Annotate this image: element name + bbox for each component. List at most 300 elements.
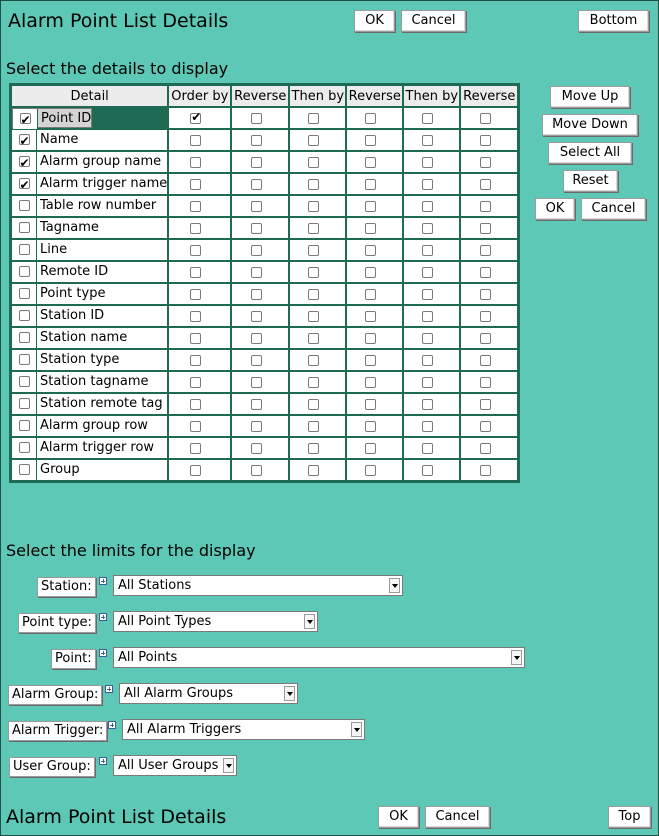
- sort-checkbox[interactable]: [190, 465, 201, 476]
- reset-button[interactable]: Reset: [563, 170, 618, 192]
- detail-name-cell[interactable]: [12, 262, 167, 282]
- sort-checkbox[interactable]: [308, 179, 319, 190]
- sort-checkbox[interactable]: [422, 267, 433, 278]
- sort-cell: [232, 438, 288, 458]
- sort-cell: [347, 130, 402, 150]
- detail-checkbox[interactable]: [19, 156, 30, 167]
- sort-cell: [232, 152, 288, 172]
- sort-cell: [347, 394, 402, 414]
- station-label[interactable]: Station:: [37, 577, 96, 597]
- sort-checkbox[interactable]: [480, 135, 491, 146]
- sort-cell: [461, 152, 517, 172]
- column-header-then-by-2: Then by: [404, 86, 459, 106]
- sort-cell: [347, 108, 402, 128]
- sort-checkbox[interactable]: [480, 223, 491, 234]
- sort-checkbox[interactable]: [308, 311, 319, 322]
- sort-cell: [232, 218, 288, 238]
- detail-checkbox[interactable]: [20, 113, 31, 124]
- sort-cell: [461, 328, 517, 348]
- sort-checkbox[interactable]: [308, 201, 319, 212]
- sort-checkbox[interactable]: [480, 157, 491, 168]
- sort-cell: [290, 460, 345, 480]
- footer-title: Alarm Point List Details: [6, 806, 227, 828]
- side-cancel-button[interactable]: Cancel: [581, 198, 646, 220]
- sort-checkbox[interactable]: [365, 311, 376, 322]
- detail-row: [12, 174, 517, 194]
- sort-checkbox[interactable]: [422, 421, 433, 432]
- sort-checkbox[interactable]: [480, 179, 491, 190]
- sort-checkbox[interactable]: [308, 421, 319, 432]
- sort-checkbox[interactable]: [365, 443, 376, 454]
- sort-cell: [169, 372, 230, 392]
- detail-checkbox[interactable]: [19, 134, 30, 145]
- station-expand-icon[interactable]: [99, 577, 107, 585]
- sort-cell: [232, 460, 288, 480]
- sort-checkbox[interactable]: [480, 201, 491, 212]
- detail-name-cell[interactable]: [12, 328, 167, 348]
- sort-cell: [347, 328, 402, 348]
- sort-checkbox[interactable]: [251, 135, 262, 146]
- sort-cell: [461, 460, 517, 480]
- top-ok-button[interactable]: OK: [354, 10, 395, 32]
- sort-cell: [290, 196, 345, 216]
- point-expand-icon[interactable]: [99, 649, 107, 657]
- sort-cell: [347, 174, 402, 194]
- sort-checkbox[interactable]: [422, 333, 433, 344]
- sort-cell: [461, 284, 517, 304]
- sort-cell: [290, 130, 345, 150]
- sort-cell: [232, 284, 288, 304]
- sort-cell: [347, 372, 402, 392]
- detail-name-cell[interactable]: [12, 438, 167, 458]
- sort-checkbox[interactable]: [251, 267, 262, 278]
- sort-cell: [404, 284, 459, 304]
- sort-checkbox[interactable]: [190, 157, 201, 168]
- sort-cell: [461, 240, 517, 260]
- details-table: [9, 83, 520, 483]
- detail-label: Alarm group name: [40, 154, 162, 169]
- alarm-trigger-select-value: All Alarm Triggers: [127, 722, 242, 737]
- sort-checkbox[interactable]: [480, 113, 491, 124]
- point-label[interactable]: Point:: [51, 649, 96, 669]
- sort-cell: [347, 350, 402, 370]
- sort-checkbox[interactable]: [190, 421, 201, 432]
- sort-cell: [169, 174, 230, 194]
- sort-cell: [232, 240, 288, 260]
- detail-label: Station type: [40, 352, 120, 367]
- sort-checkbox[interactable]: [251, 179, 262, 190]
- detail-checkbox[interactable]: [19, 288, 30, 299]
- sort-checkbox[interactable]: [365, 179, 376, 190]
- sort-cell: [404, 174, 459, 194]
- detail-checkbox[interactable]: [19, 376, 30, 387]
- sort-cell: [290, 108, 345, 128]
- select-all-button[interactable]: Select All: [548, 142, 632, 164]
- footer-cancel-button[interactable]: Cancel: [425, 806, 490, 828]
- alarm-group-select[interactable]: [119, 683, 298, 704]
- sort-checkbox[interactable]: [422, 179, 433, 190]
- detail-name-cell[interactable]: [12, 240, 167, 260]
- sort-cell: [290, 262, 345, 282]
- sort-checkbox[interactable]: [251, 223, 262, 234]
- detail-checkbox[interactable]: [19, 266, 30, 277]
- sort-cell: [347, 152, 402, 172]
- column-header-reverse-1: Reverse: [232, 86, 288, 106]
- sort-cell: [169, 438, 230, 458]
- sort-checkbox[interactable]: [251, 245, 262, 256]
- alarm-trigger-label[interactable]: Alarm Trigger:: [8, 721, 107, 741]
- detail-label: Remote ID: [40, 264, 109, 279]
- sort-cell: [232, 416, 288, 436]
- sort-checkbox[interactable]: [251, 443, 262, 454]
- sort-cell: [169, 394, 230, 414]
- sort-cell: [347, 416, 402, 436]
- detail-checkbox[interactable]: [19, 398, 30, 409]
- sort-cell: [461, 372, 517, 392]
- user-group-expand-icon[interactable]: [99, 757, 107, 765]
- detail-name-cell[interactable]: [12, 152, 167, 172]
- sort-cell: [404, 196, 459, 216]
- sort-cell: [347, 284, 402, 304]
- sort-cell: [347, 438, 402, 458]
- column-header-reverse-2: Reverse: [347, 86, 402, 106]
- sort-checkbox[interactable]: [422, 377, 433, 388]
- sort-checkbox[interactable]: [308, 289, 319, 300]
- column-header-order-by: Order by: [169, 86, 230, 106]
- sort-checkbox[interactable]: [251, 333, 262, 344]
- point-type-label[interactable]: Point type:: [18, 613, 96, 633]
- sort-checkbox[interactable]: [251, 465, 262, 476]
- sort-checkbox[interactable]: [365, 245, 376, 256]
- sort-cell: [169, 262, 230, 282]
- alarm-group-expand-icon[interactable]: [105, 685, 113, 693]
- sort-cell: [404, 306, 459, 326]
- sort-checkbox[interactable]: [480, 399, 491, 410]
- sort-cell: [404, 108, 459, 128]
- detail-name-cell[interactable]: [12, 372, 167, 392]
- sort-checkbox[interactable]: [308, 355, 319, 366]
- side-ok-button[interactable]: OK: [535, 198, 575, 220]
- dropdown-arrow-icon: [511, 650, 522, 665]
- sort-checkbox[interactable]: [365, 355, 376, 366]
- sort-cell: [290, 350, 345, 370]
- sort-checkbox[interactable]: [308, 245, 319, 256]
- user-group-select[interactable]: [113, 755, 237, 776]
- sort-checkbox[interactable]: [365, 289, 376, 300]
- sort-checkbox[interactable]: [251, 113, 262, 124]
- sort-checkbox[interactable]: [251, 355, 262, 366]
- sort-checkbox[interactable]: [190, 113, 201, 124]
- sort-cell: [404, 372, 459, 392]
- sort-cell: [347, 218, 402, 238]
- sort-checkbox[interactable]: [190, 399, 201, 410]
- sort-cell: [290, 306, 345, 326]
- user-group-select-value: All User Groups: [118, 758, 219, 773]
- dropdown-arrow-icon: [284, 686, 295, 701]
- detail-label: Station remote tag: [40, 396, 163, 411]
- sort-cell: [232, 394, 288, 414]
- point-select-value: All Points: [118, 650, 178, 665]
- sort-checkbox[interactable]: [251, 201, 262, 212]
- sort-cell: [290, 328, 345, 348]
- sort-checkbox[interactable]: [422, 157, 433, 168]
- sort-checkbox[interactable]: [480, 311, 491, 322]
- detail-checkbox[interactable]: [19, 354, 30, 365]
- sort-checkbox[interactable]: [190, 201, 201, 212]
- detail-name-cell[interactable]: [12, 460, 167, 480]
- details-header-row: [12, 86, 517, 106]
- detail-name-cell[interactable]: [12, 284, 167, 304]
- detail-name-cell[interactable]: [12, 196, 167, 216]
- sort-checkbox[interactable]: [190, 311, 201, 322]
- sort-checkbox[interactable]: [190, 267, 201, 278]
- station-select-value: All Stations: [118, 578, 192, 593]
- sort-checkbox[interactable]: [365, 223, 376, 234]
- sort-checkbox[interactable]: [190, 245, 201, 256]
- detail-row: [12, 152, 517, 172]
- detail-name-cell[interactable]: [12, 108, 92, 128]
- sort-cell: [404, 416, 459, 436]
- sort-checkbox[interactable]: [308, 223, 319, 234]
- sort-checkbox[interactable]: [365, 465, 376, 476]
- sort-checkbox[interactable]: [308, 113, 319, 124]
- detail-row: [12, 306, 517, 326]
- detail-checkbox[interactable]: [19, 178, 30, 189]
- sort-checkbox[interactable]: [190, 443, 201, 454]
- sort-cell: [232, 306, 288, 326]
- sort-checkbox[interactable]: [308, 333, 319, 344]
- sort-checkbox[interactable]: [190, 355, 201, 366]
- detail-row: [12, 284, 517, 304]
- dropdown-arrow-icon: [351, 722, 362, 737]
- detail-checkbox[interactable]: [19, 310, 30, 321]
- sort-cell: [404, 438, 459, 458]
- sort-cell: [169, 196, 230, 216]
- alarm-group-label[interactable]: Alarm Group:: [8, 685, 102, 705]
- top-cancel-button[interactable]: Cancel: [401, 10, 466, 32]
- sort-checkbox[interactable]: [251, 289, 262, 300]
- sort-cell: [404, 350, 459, 370]
- sort-checkbox[interactable]: [365, 113, 376, 124]
- sort-checkbox[interactable]: [480, 355, 491, 366]
- point-select[interactable]: [113, 647, 525, 668]
- detail-checkbox[interactable]: [19, 442, 30, 453]
- sort-checkbox[interactable]: [480, 443, 491, 454]
- sort-checkbox[interactable]: [422, 201, 433, 212]
- detail-name-cell[interactable]: [12, 130, 167, 150]
- top-button[interactable]: Top: [608, 806, 651, 828]
- limits-heading: Select the limits for the display: [6, 541, 256, 560]
- sort-cell: [232, 372, 288, 392]
- move-up-button[interactable]: Move Up: [550, 86, 630, 108]
- sort-checkbox[interactable]: [308, 135, 319, 146]
- sort-cell: [169, 108, 230, 128]
- detail-checkbox[interactable]: [19, 332, 30, 343]
- sort-checkbox[interactable]: [190, 377, 201, 388]
- alarm-trigger-expand-icon[interactable]: [108, 721, 116, 729]
- sort-cell: [169, 460, 230, 480]
- sort-cell: [461, 196, 517, 216]
- sort-checkbox[interactable]: [480, 289, 491, 300]
- sort-cell: [169, 152, 230, 172]
- sort-cell: [404, 218, 459, 238]
- detail-label: Group: [40, 462, 80, 477]
- sort-checkbox[interactable]: [365, 377, 376, 388]
- sort-cell: [461, 130, 517, 150]
- detail-name-cell[interactable]: [12, 174, 167, 194]
- detail-row: [12, 108, 517, 128]
- sort-cell: [347, 262, 402, 282]
- sort-cell: [169, 328, 230, 348]
- sort-cell: [232, 262, 288, 282]
- sort-cell: [404, 240, 459, 260]
- sort-checkbox[interactable]: [251, 311, 262, 322]
- alarm-group-select-value: All Alarm Groups: [124, 686, 233, 701]
- sort-checkbox[interactable]: [365, 157, 376, 168]
- sort-checkbox[interactable]: [480, 267, 491, 278]
- detail-checkbox[interactable]: [19, 222, 30, 233]
- sort-cell: [290, 240, 345, 260]
- sort-checkbox[interactable]: [480, 333, 491, 344]
- sort-checkbox[interactable]: [251, 421, 262, 432]
- alarm-trigger-select[interactable]: [122, 719, 365, 740]
- sort-checkbox[interactable]: [422, 289, 433, 300]
- sort-checkbox[interactable]: [365, 333, 376, 344]
- sort-cell: [347, 306, 402, 326]
- dropdown-arrow-icon: [304, 614, 315, 629]
- detail-label: Alarm trigger name: [40, 176, 168, 191]
- detail-name-cell[interactable]: [12, 218, 167, 238]
- sort-cell: [232, 350, 288, 370]
- footer-ok-button[interactable]: OK: [378, 806, 419, 828]
- detail-name-cell[interactable]: [12, 416, 167, 436]
- sort-cell: [232, 174, 288, 194]
- sort-cell: [347, 196, 402, 216]
- sort-checkbox[interactable]: [308, 465, 319, 476]
- sort-checkbox[interactable]: [308, 399, 319, 410]
- sort-checkbox[interactable]: [365, 201, 376, 212]
- sort-checkbox[interactable]: [480, 377, 491, 388]
- sort-checkbox[interactable]: [422, 245, 433, 256]
- sort-cell: [461, 262, 517, 282]
- sort-cell: [169, 130, 230, 150]
- sort-cell: [290, 174, 345, 194]
- move-down-button[interactable]: Move Down: [542, 114, 638, 136]
- point-type-select-value: All Point Types: [118, 614, 212, 629]
- sort-checkbox[interactable]: [422, 355, 433, 366]
- detail-row: [12, 438, 517, 458]
- sort-checkbox[interactable]: [190, 289, 201, 300]
- sort-cell: [232, 328, 288, 348]
- dropdown-arrow-icon: [389, 578, 400, 593]
- sort-checkbox[interactable]: [308, 157, 319, 168]
- sort-cell: [290, 152, 345, 172]
- detail-row: [12, 218, 517, 238]
- detail-label: Alarm trigger row: [40, 440, 155, 455]
- sort-checkbox[interactable]: [422, 399, 433, 410]
- sort-checkbox[interactable]: [422, 311, 433, 322]
- sort-cell: [169, 306, 230, 326]
- column-header-then-by-1: Then by: [290, 86, 345, 106]
- sort-checkbox[interactable]: [190, 333, 201, 344]
- sort-checkbox[interactable]: [422, 443, 433, 454]
- details-heading: Select the details to display: [6, 59, 229, 78]
- sort-cell: [461, 350, 517, 370]
- user-group-label[interactable]: User Group:: [9, 757, 95, 777]
- sort-cell: [404, 328, 459, 348]
- point-type-select[interactable]: [113, 611, 318, 632]
- detail-checkbox[interactable]: [19, 420, 30, 431]
- sort-checkbox[interactable]: [480, 421, 491, 432]
- sort-checkbox[interactable]: [480, 245, 491, 256]
- detail-label: Name: [40, 132, 79, 147]
- detail-label: Station tagname: [40, 374, 149, 389]
- point-type-expand-icon[interactable]: [99, 613, 107, 621]
- sort-cell: [347, 240, 402, 260]
- sort-checkbox[interactable]: [480, 465, 491, 476]
- sort-checkbox[interactable]: [190, 223, 201, 234]
- sort-checkbox[interactable]: [308, 267, 319, 278]
- sort-checkbox[interactable]: [251, 377, 262, 388]
- sort-checkbox[interactable]: [422, 223, 433, 234]
- sort-cell: [461, 438, 517, 458]
- sort-cell: [290, 284, 345, 304]
- sort-checkbox[interactable]: [365, 421, 376, 432]
- sort-checkbox[interactable]: [422, 465, 433, 476]
- detail-row: [12, 262, 517, 282]
- detail-label: Point type: [40, 286, 106, 301]
- sort-checkbox[interactable]: [365, 267, 376, 278]
- detail-checkbox[interactable]: [19, 464, 30, 475]
- sort-checkbox[interactable]: [190, 179, 201, 190]
- detail-label: Station ID: [40, 308, 105, 323]
- sort-cell: [169, 284, 230, 304]
- sort-cell: [461, 218, 517, 238]
- detail-name-cell[interactable]: [12, 350, 167, 370]
- sort-cell: [461, 306, 517, 326]
- sort-cell: [461, 394, 517, 414]
- sort-checkbox[interactable]: [190, 135, 201, 146]
- detail-row: [12, 130, 517, 150]
- sort-cell: [461, 174, 517, 194]
- sort-checkbox[interactable]: [308, 443, 319, 454]
- sort-cell: [290, 372, 345, 392]
- sort-checkbox[interactable]: [365, 135, 376, 146]
- sort-checkbox[interactable]: [251, 399, 262, 410]
- sort-checkbox[interactable]: [365, 399, 376, 410]
- bottom-button[interactable]: Bottom: [578, 10, 649, 32]
- detail-row: [12, 240, 517, 260]
- detail-checkbox[interactable]: [19, 244, 30, 255]
- column-header-reverse-3: Reverse: [461, 86, 517, 106]
- detail-name-cell[interactable]: [12, 394, 167, 414]
- sort-checkbox[interactable]: [308, 377, 319, 388]
- detail-checkbox[interactable]: [19, 200, 30, 211]
- detail-name-cell[interactable]: [12, 306, 167, 326]
- sort-checkbox[interactable]: [251, 157, 262, 168]
- detail-row: [12, 196, 517, 216]
- detail-row: [12, 394, 517, 414]
- sort-cell: [169, 240, 230, 260]
- sort-checkbox[interactable]: [422, 135, 433, 146]
- sort-cell: [404, 262, 459, 282]
- station-select[interactable]: [113, 575, 403, 596]
- sort-checkbox[interactable]: [422, 113, 433, 124]
- sort-cell: [461, 108, 517, 128]
- sort-cell: [290, 438, 345, 458]
- sort-cell: [290, 394, 345, 414]
- detail-row: [12, 416, 517, 436]
